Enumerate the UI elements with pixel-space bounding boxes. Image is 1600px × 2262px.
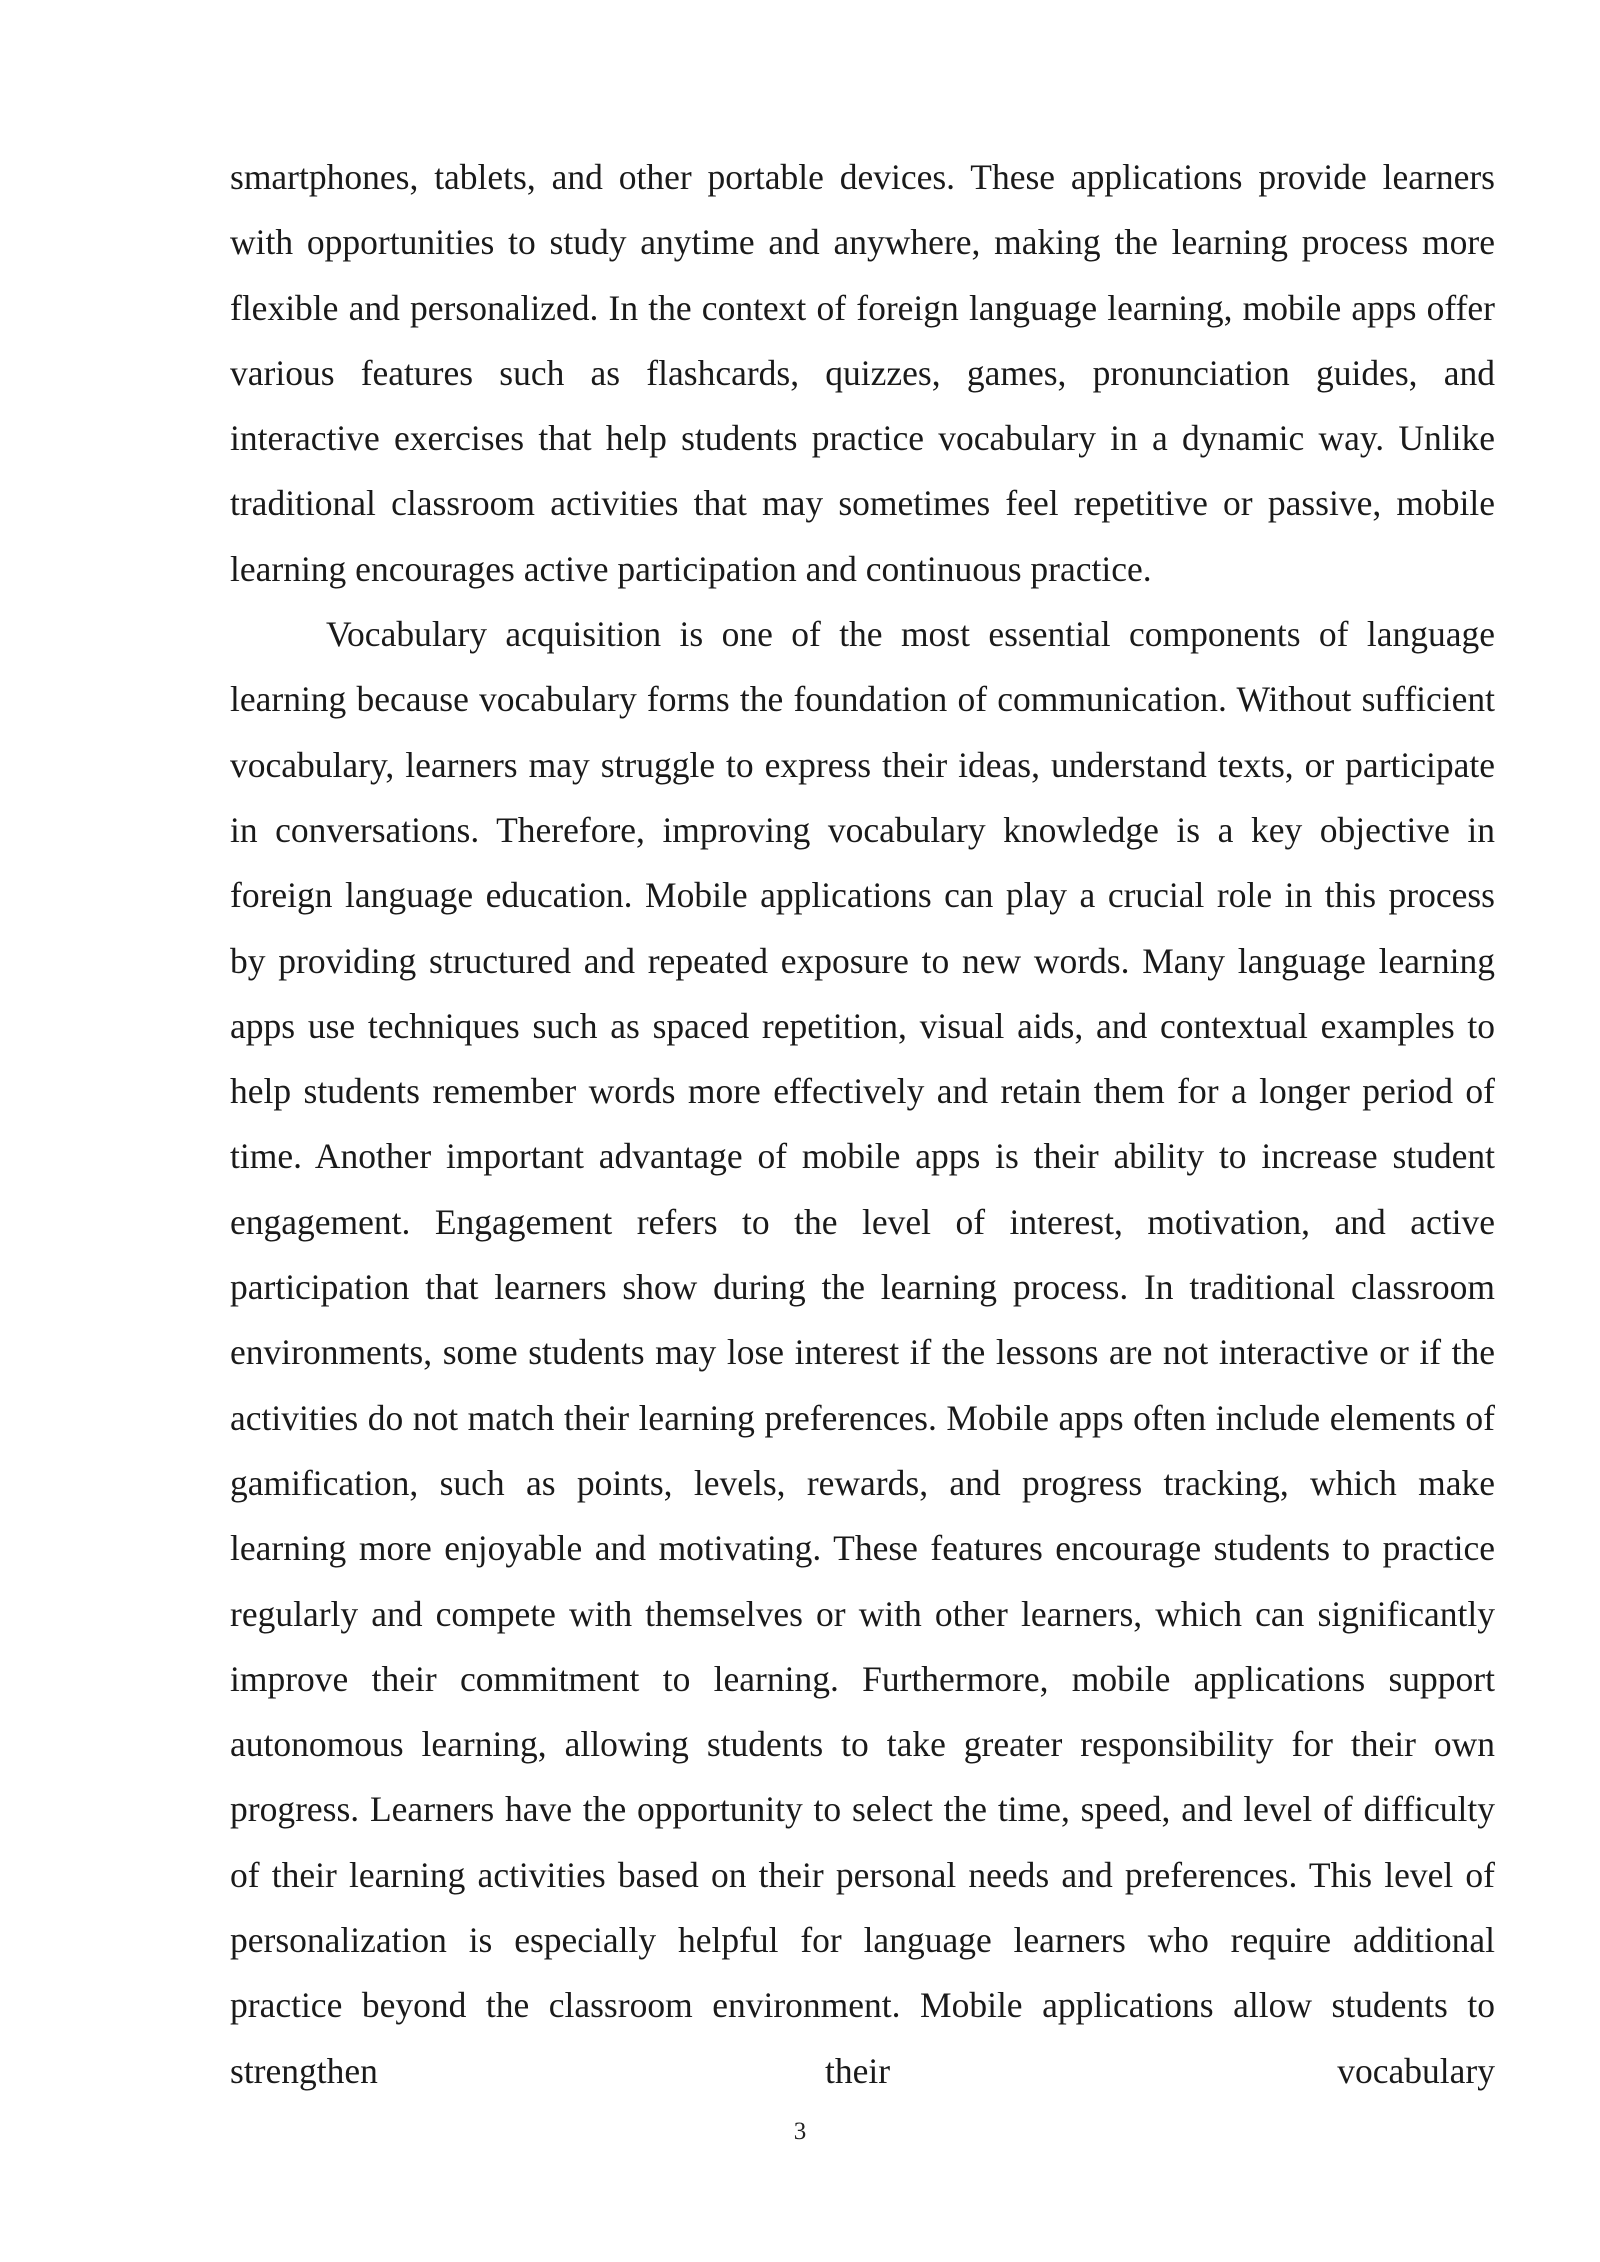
page-number: 3 [793,2118,807,2145]
paragraph-continuation: smartphones, tablets, and other portable devices. These applications provide learners with opportunities to study anytime and anywhere, making the learning process more flexible and personalized. In the context of foreign language learning, mobile apps offer various features such as flashcards, quizzes, games, pronunciation guides, and interactive exercises that help students practice vocabulary in a dynamic way. Unlike traditional classroom activities that may sometimes feel repetitive or passive, mobile learning encourages active participation and continuous practice. [230,157,1495,589]
body-text [230,145,1495,2104]
paragraph-vocabulary-acquisition: Vocabulary acquisition is one of the most essential components of language learning because vocabulary forms the foundation of communication. Without sufficient vocabulary, learners may struggle to express their ideas, understand texts, or participate in conversations. Therefore, improving vocabulary knowledge is a key objective in foreign language education. Mobile applications can play a crucial role in this process by providing structured and repeated exposure to new words. Many language learning apps use techniques such as spaced repetition, visual aids, and contextual examples to help students remember words more effectively and retain them for a longer period of time. Another important advantage of mobile apps is their ability to increase student engagement. Engagement refers to the level of interest, motivation, and active participation that learners show during the learning process. In traditional classroom environments, some students may lose interest if the lessons are not interactive or if the activities do not match their learning preferences. Mobile apps often include elements of gamification, such as points, levels, rewards, and progress tracking, which make learning more enjoyable and motivating. These features encourage students to practice regularly and compete with themselves or with other learners, which can significantly improve their commitment to learning. Furthermore, mobile applications support autonomous learning, allowing students to take greater responsibility for their own progress. Learners have the opportunity to select the time, speed, and level of difficulty of their learning activities based on their personal needs and preferences. This level of personalization is especially helpful for language learners who require additional practice beyond the classroom environment. Mobile applications allow students to strengthen their vocabulary [230,614,1495,2091]
